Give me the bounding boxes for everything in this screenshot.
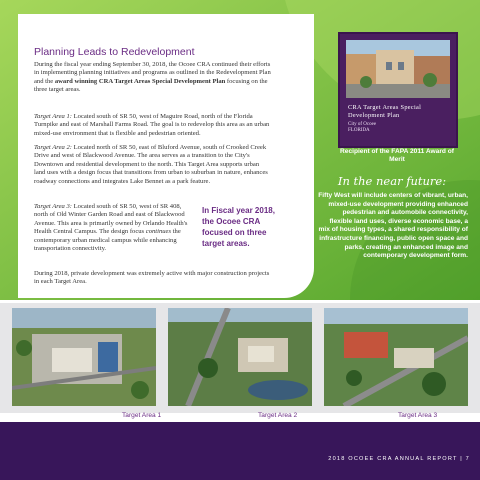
target-area-2-label: Target Area 2: (34, 144, 72, 151)
intro-text-end: focusing on the three target areas. (34, 77, 268, 94)
photo-label-target-area-1: Target Area 1 (122, 412, 162, 419)
paragraph-target-area-2 (34, 144, 272, 186)
target-area-3-label: Target Area 3: (34, 203, 72, 210)
plan-cover-state: FLORIDA (348, 128, 370, 133)
plan-cover-subtitle (348, 122, 376, 134)
paragraph-private-development: During 2018, private development was extremely active with major construction projects in each Target Area. (34, 270, 270, 286)
target-area-3-emphasis: continues (145, 228, 172, 236)
target-area-1-label: Target Area 1: (34, 113, 72, 120)
intro-text: During the fiscal year ending September 30, 2018, the Ocoee CRA continued their efforts in implementing planning initiatives and programs as outlined in the Redevelopment Plan and the (34, 61, 271, 85)
callout-text: In Fiscal year 2018, the Ocoee CRA focused on three target areas. (202, 206, 275, 248)
target-area-2-text: Located north of SR 50, east of Bluford Avenue, south of Crooked Creek Drive and west of Blackwood Avenue. The area serves as a transition to the City's Downtown and residential development to the north. This Target Area supports urban land uses with a design focus that transitions from urban to suburban in nature, enhances roadway connections and integrates Lake Bennet as a park feature. (34, 144, 268, 185)
intro-plan-name: award winning CRA Target Areas Special Development Plan (54, 77, 226, 85)
paragraph-target-area-1 (34, 113, 272, 138)
plan-cover-image (338, 32, 458, 148)
paragraph-intro (34, 61, 272, 95)
footer-page-text: 2018 OCOEE CRA ANNUAL REPORT | 7 (328, 456, 470, 462)
photo-label-target-area-2: Target Area 2 (258, 412, 298, 419)
aerial-photo-target-area-2 (168, 308, 312, 406)
plan-cover-rendering (346, 40, 450, 98)
target-area-3-text-end: the contemporary urban medical campus while enhancing transportation connectivity. (34, 228, 181, 253)
near-future-heading: In the near future: (337, 174, 447, 188)
target-area-3-text: Located south of SR 50, west of SR 408, north of Old Winter Garden Road and east of Blackwood Avenue. This area is primarily owned by Orlando Health's Health Central Campus. The design focus (34, 203, 188, 236)
aerial-photo-target-area-3 (324, 308, 468, 406)
target-area-1-text: Located south of SR 50, west of Maguire Road, north of the Florida Turnpike and east of Marshall Farms Road. The goal is to redevelop this area as an urban mixed-use environment that is flexible and pedestrian oriented. (34, 113, 270, 137)
plan-cover-title: CRA Target Areas Special Development Plan (348, 104, 422, 119)
paragraph-target-area-3 (34, 203, 196, 253)
near-future-text: Fifty West will include centers of vibrant, urban, mixed-use development providing enhanced pedestrian and automobile connectivity, flexible land uses, diverse economic base, a mix of housing types, a shared responsibility of infrastructure financing, public open space and parks, creating an enhanced image and contemporary development form. (318, 192, 468, 260)
award-caption: Recipient of the FAPA 2011 Award of Merit (340, 148, 454, 163)
section-heading: Planning Leads to Redevelopment (34, 46, 195, 58)
footer-bar (0, 422, 480, 480)
plan-cover-city: City of Ocoee (348, 122, 377, 127)
aerial-photo-target-area-1 (12, 308, 156, 406)
photo-label-target-area-3: Target Area 3 (398, 412, 438, 419)
